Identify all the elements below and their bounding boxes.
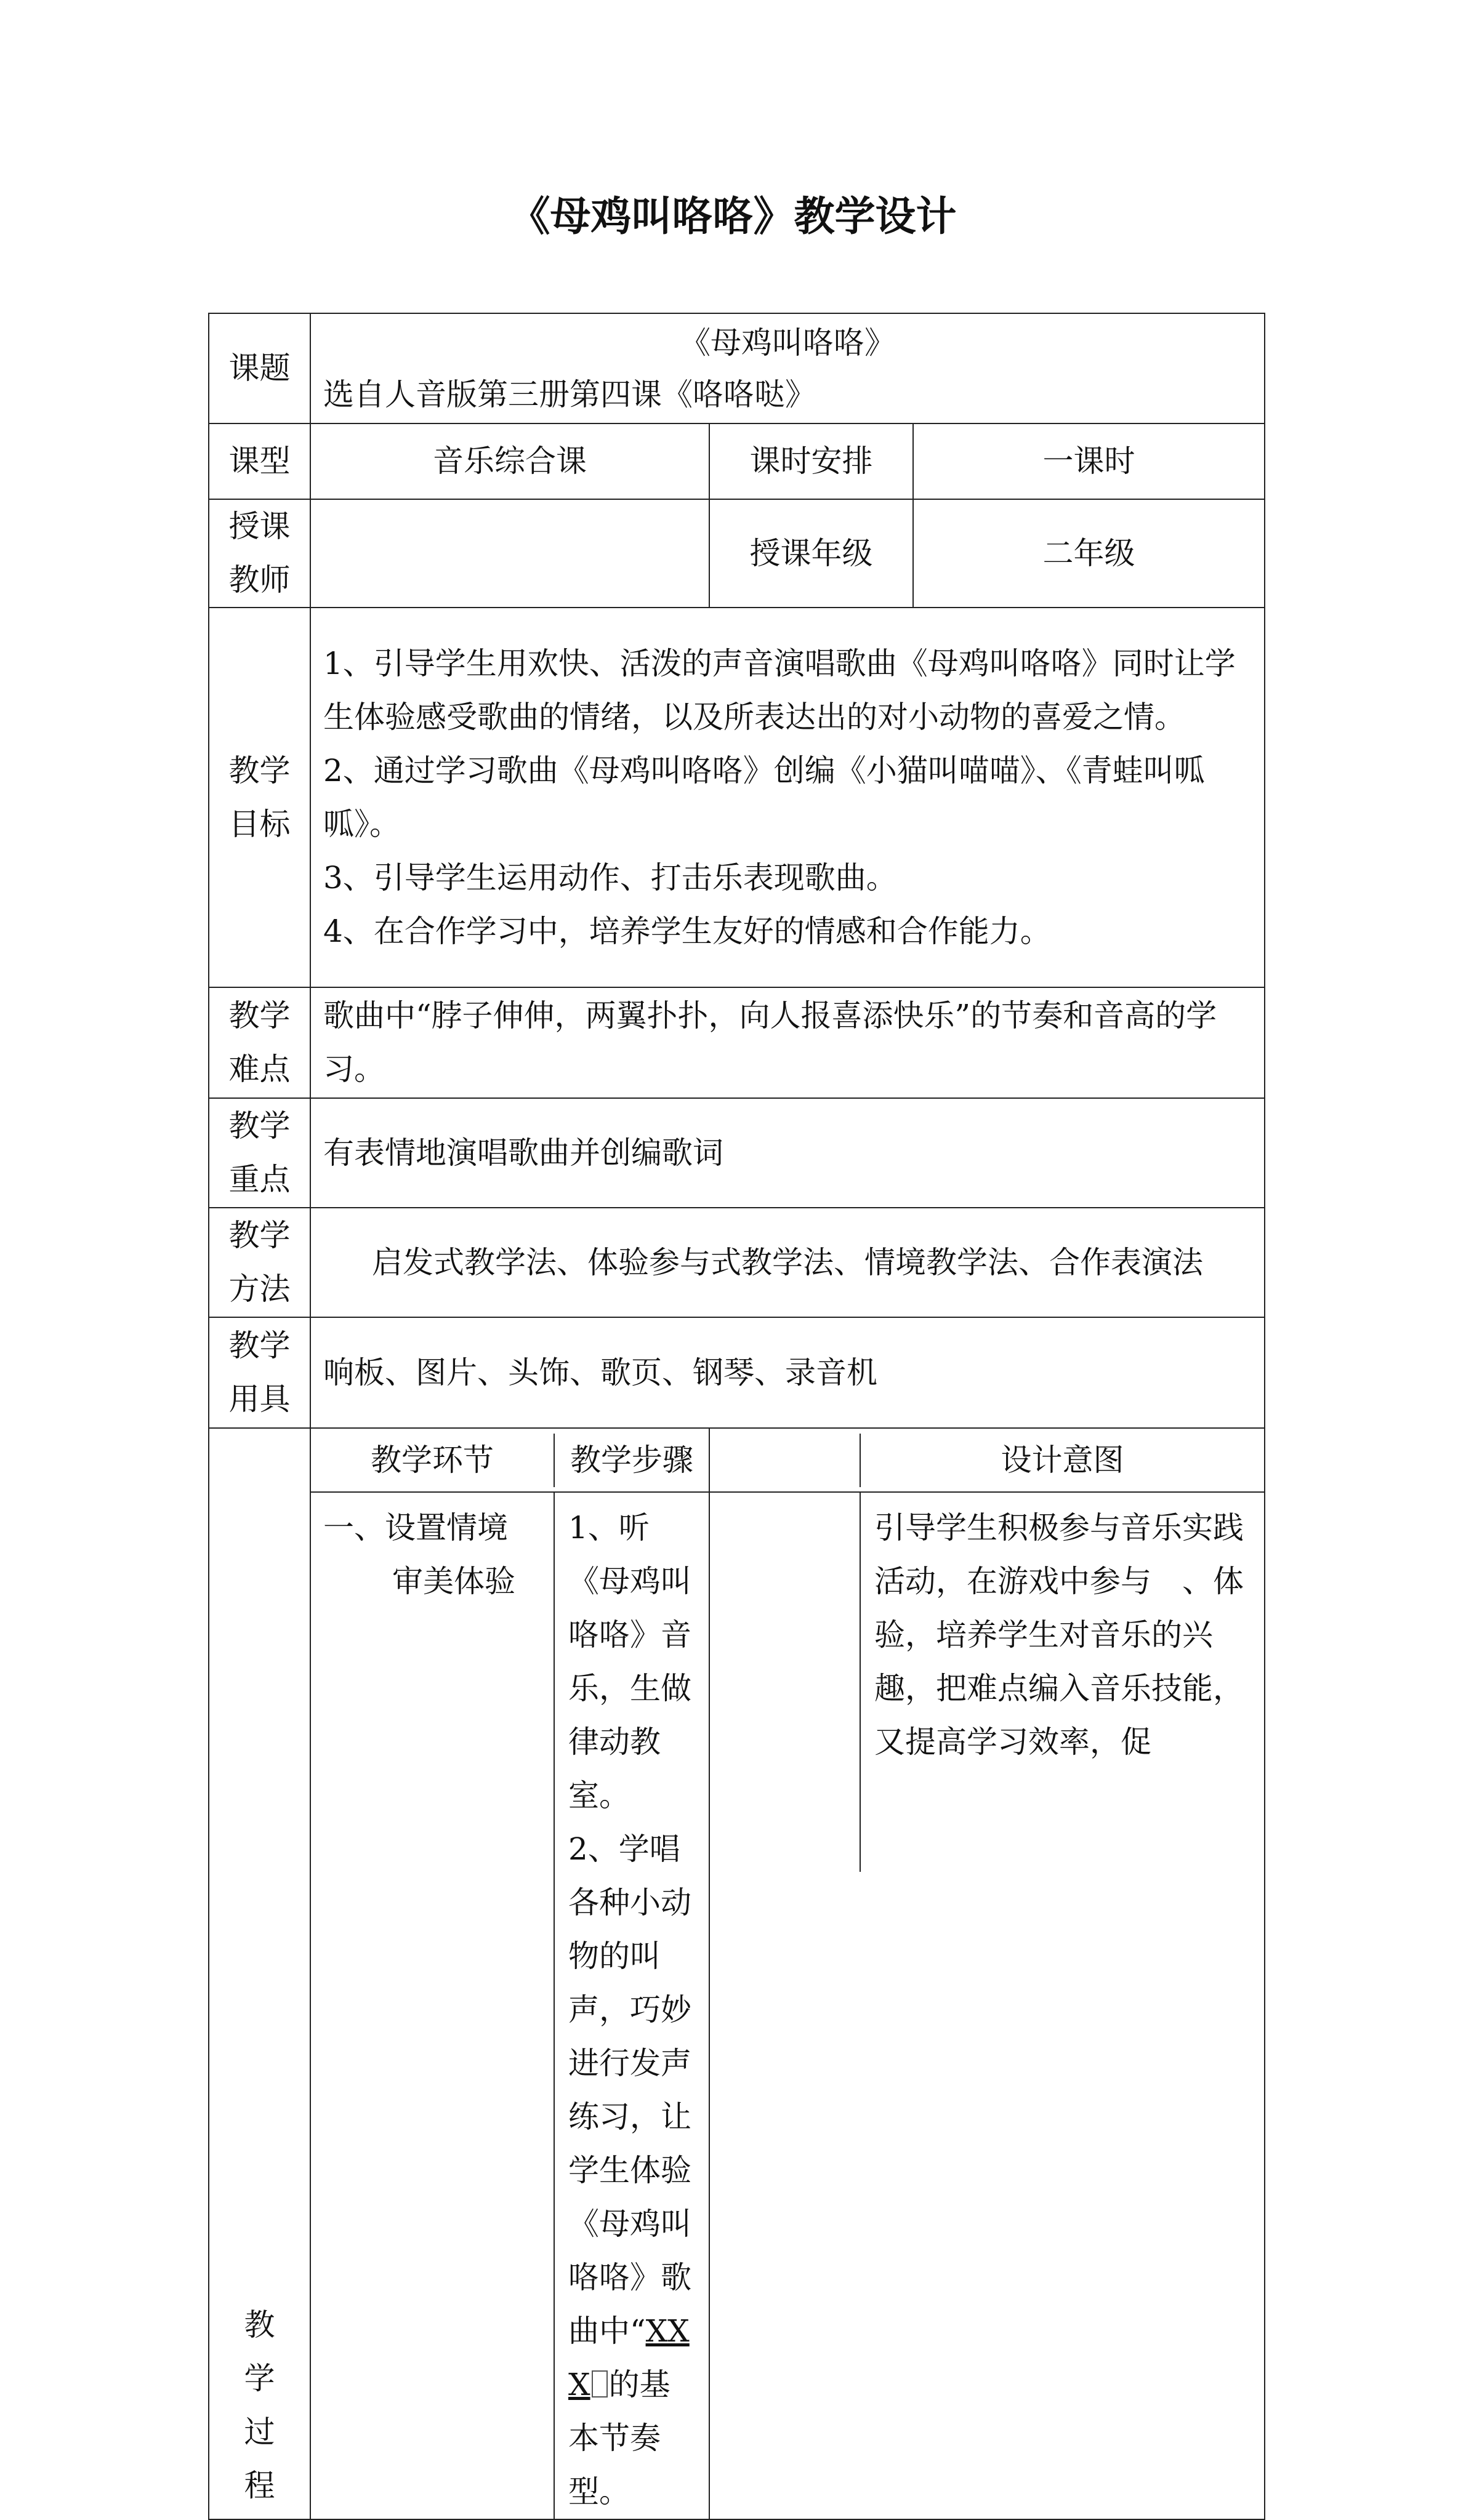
label-grade: 授课年级 xyxy=(709,499,913,608)
label-teacher: 授课 教师 xyxy=(209,499,310,608)
label-difficulty: 教学 难点 xyxy=(209,987,310,1098)
type-value: 音乐综合课 xyxy=(310,423,709,499)
method-value: 启发式教学法、体验参与式教学法、情境教学法、合作表演法 xyxy=(310,1208,1265,1317)
stage-title: 一、设置情境 xyxy=(323,1510,508,1546)
document-title: 《母鸡叫咯咯》教学设计 xyxy=(509,193,957,240)
label-topic: 课题 xyxy=(209,313,310,423)
label-hours: 课时安排 xyxy=(709,423,913,499)
label-type: 课型 xyxy=(209,423,310,499)
row-method xyxy=(209,1208,1265,1317)
row-keypoint xyxy=(209,1098,1265,1208)
hours-value: 一课时 xyxy=(913,423,1265,499)
label-goals: 教学 目标 xyxy=(209,608,310,987)
topic-title: 《母鸡叫咯咯》 xyxy=(680,324,895,361)
row-tools xyxy=(209,1317,1265,1428)
row-goals xyxy=(209,608,1265,987)
goal-item: 1、引导学生用欢快、活泼的声音演唱歌曲《母鸡叫咯咯》同时让学生体验感受歌曲的情绪，以及所表达出的对小动物的喜爱之情。 xyxy=(323,645,1236,735)
process-body-right xyxy=(709,1492,1265,2519)
process-body-left xyxy=(310,1492,709,2519)
stage-cell xyxy=(311,1493,554,2519)
label-keypoint: 教学 重点 xyxy=(209,1098,310,1208)
grade-value: 二年级 xyxy=(913,499,1265,608)
teacher-value xyxy=(310,499,709,608)
goal-item: 4、在合作学习中，培养学生友好的情感和合作能力。 xyxy=(323,913,1051,949)
keypoint-value: 有表情地演唱歌曲并创编歌词 xyxy=(310,1098,1265,1208)
row-type xyxy=(209,423,1265,499)
missing-glyph-box xyxy=(592,2370,608,2398)
process-header-stages xyxy=(310,1428,709,1492)
process-header-intent-cell xyxy=(709,1428,1265,1492)
step-2: 2、学唱各种小动物的叫声，巧妙进行发声练习，让学生体验《母鸡叫咯咯》歌曲中“XX X 的基本节奏型。 xyxy=(568,1831,691,2510)
goal-item: 2、通过学习歌曲《母鸡叫咯咯》创编《小猫叫喵喵》、《青蛙叫呱呱》。 xyxy=(323,752,1205,842)
row-difficulty xyxy=(209,987,1265,1098)
stage-subtitle: 审美体验 xyxy=(392,1563,515,1599)
row-teacher xyxy=(209,499,1265,608)
goal-item: 3、引导学生运用动作、打击乐表现歌曲。 xyxy=(323,859,897,896)
step-1: 1、听《母鸡叫咯咯》音乐，生做律动教室。 xyxy=(568,1510,691,1813)
intent-cell: 引导学生积极参与音乐实践活动，在游戏中参与 、体验，培养学生对音乐的兴趣，把难点编入音乐技能，又提高学习效率，促 xyxy=(874,1510,1244,1760)
topic-source: 选自人音版第三册第四课《咯咯哒》 xyxy=(323,376,816,412)
label-tools: 教学 用具 xyxy=(209,1317,310,1428)
steps-cell xyxy=(554,1493,709,2519)
row-topic xyxy=(209,313,1265,423)
header-steps: 教学步骤 xyxy=(570,1442,693,1478)
rhythm-notation: XX X xyxy=(568,2313,690,2402)
row-process-header xyxy=(209,1428,1265,1492)
row-process-body xyxy=(209,1492,1265,2519)
header-stage: 教学环节 xyxy=(311,1434,554,1487)
header-intent: 设计意图 xyxy=(1001,1442,1124,1478)
label-method: 教学 方法 xyxy=(209,1208,310,1317)
tools-value: 响板、图片、头饰、歌页、钢琴、录音机 xyxy=(310,1317,1265,1428)
difficulty-value: 歌曲中“脖子伸伸，两翼扑扑，向人报喜添快乐”的节奏和音高的学习。 xyxy=(310,987,1265,1098)
lesson-plan-table xyxy=(208,313,1265,2520)
label-process: 教 学 过 程 xyxy=(209,1428,310,2519)
goals-list xyxy=(310,608,1265,987)
topic-cell xyxy=(310,313,1265,423)
